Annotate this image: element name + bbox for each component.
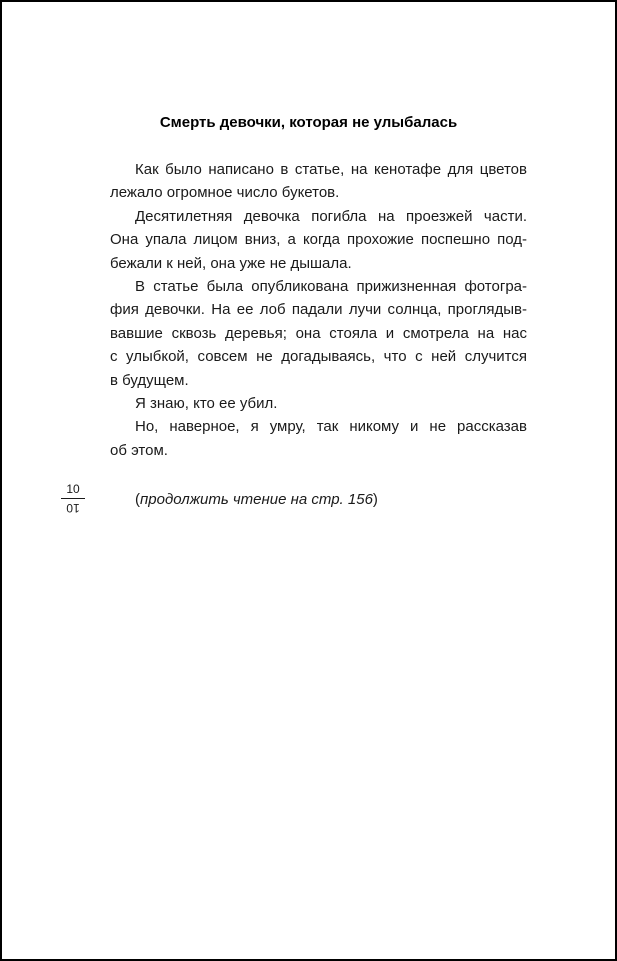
paren-open: ( [135,491,140,508]
page-number-top: 10 [66,482,80,496]
page-number [61,483,85,514]
text-line: Она упала лицом вниз, а когда прохожие поспешно под- [110,231,527,249]
page-number-divider [61,498,85,499]
paragraph [110,392,527,415]
continue-reading-note [135,488,378,511]
chapter-title: Смерть девочки, которая не улыбалась [159,114,458,131]
paragraph [110,275,527,392]
text-line: Но, наверное, я умру, так никому и не рассказав [135,418,527,436]
text-line: с улыбкой, совсем не догадываясь, что с ней случится [110,348,527,366]
paren-close: ) [372,491,378,508]
text-line: об этом. [110,441,168,459]
body-text [110,158,527,462]
paragraph [110,158,527,205]
text-line: фия девочки. На ее лоб падали лучи солнца, проглядыв- [110,301,527,319]
text-line: Десятилетняя девочка погибла на проезжей части. [135,207,527,225]
text-line: В статье была опубликована прижизненная фотогра- [135,278,527,296]
text-line: Я знаю, кто ее убил. [135,395,278,413]
text-line: бежали к ней, она уже не дышала. [110,254,352,272]
page-number-bottom-mirrored: 10 [66,501,80,515]
text-line: Как было написано в статье, на кенотафе для цветов [135,161,527,178]
paragraph [110,415,527,462]
paragraph [110,205,527,275]
text-line: вавшие сквозь деревья; она стояла и смотрела на нас [110,324,527,342]
text-line: в будущем. [110,371,189,389]
text-line: лежало огромное число букетов. [110,184,340,202]
continue-reading-text: продолжить чтение на стр. 156 [140,491,373,508]
